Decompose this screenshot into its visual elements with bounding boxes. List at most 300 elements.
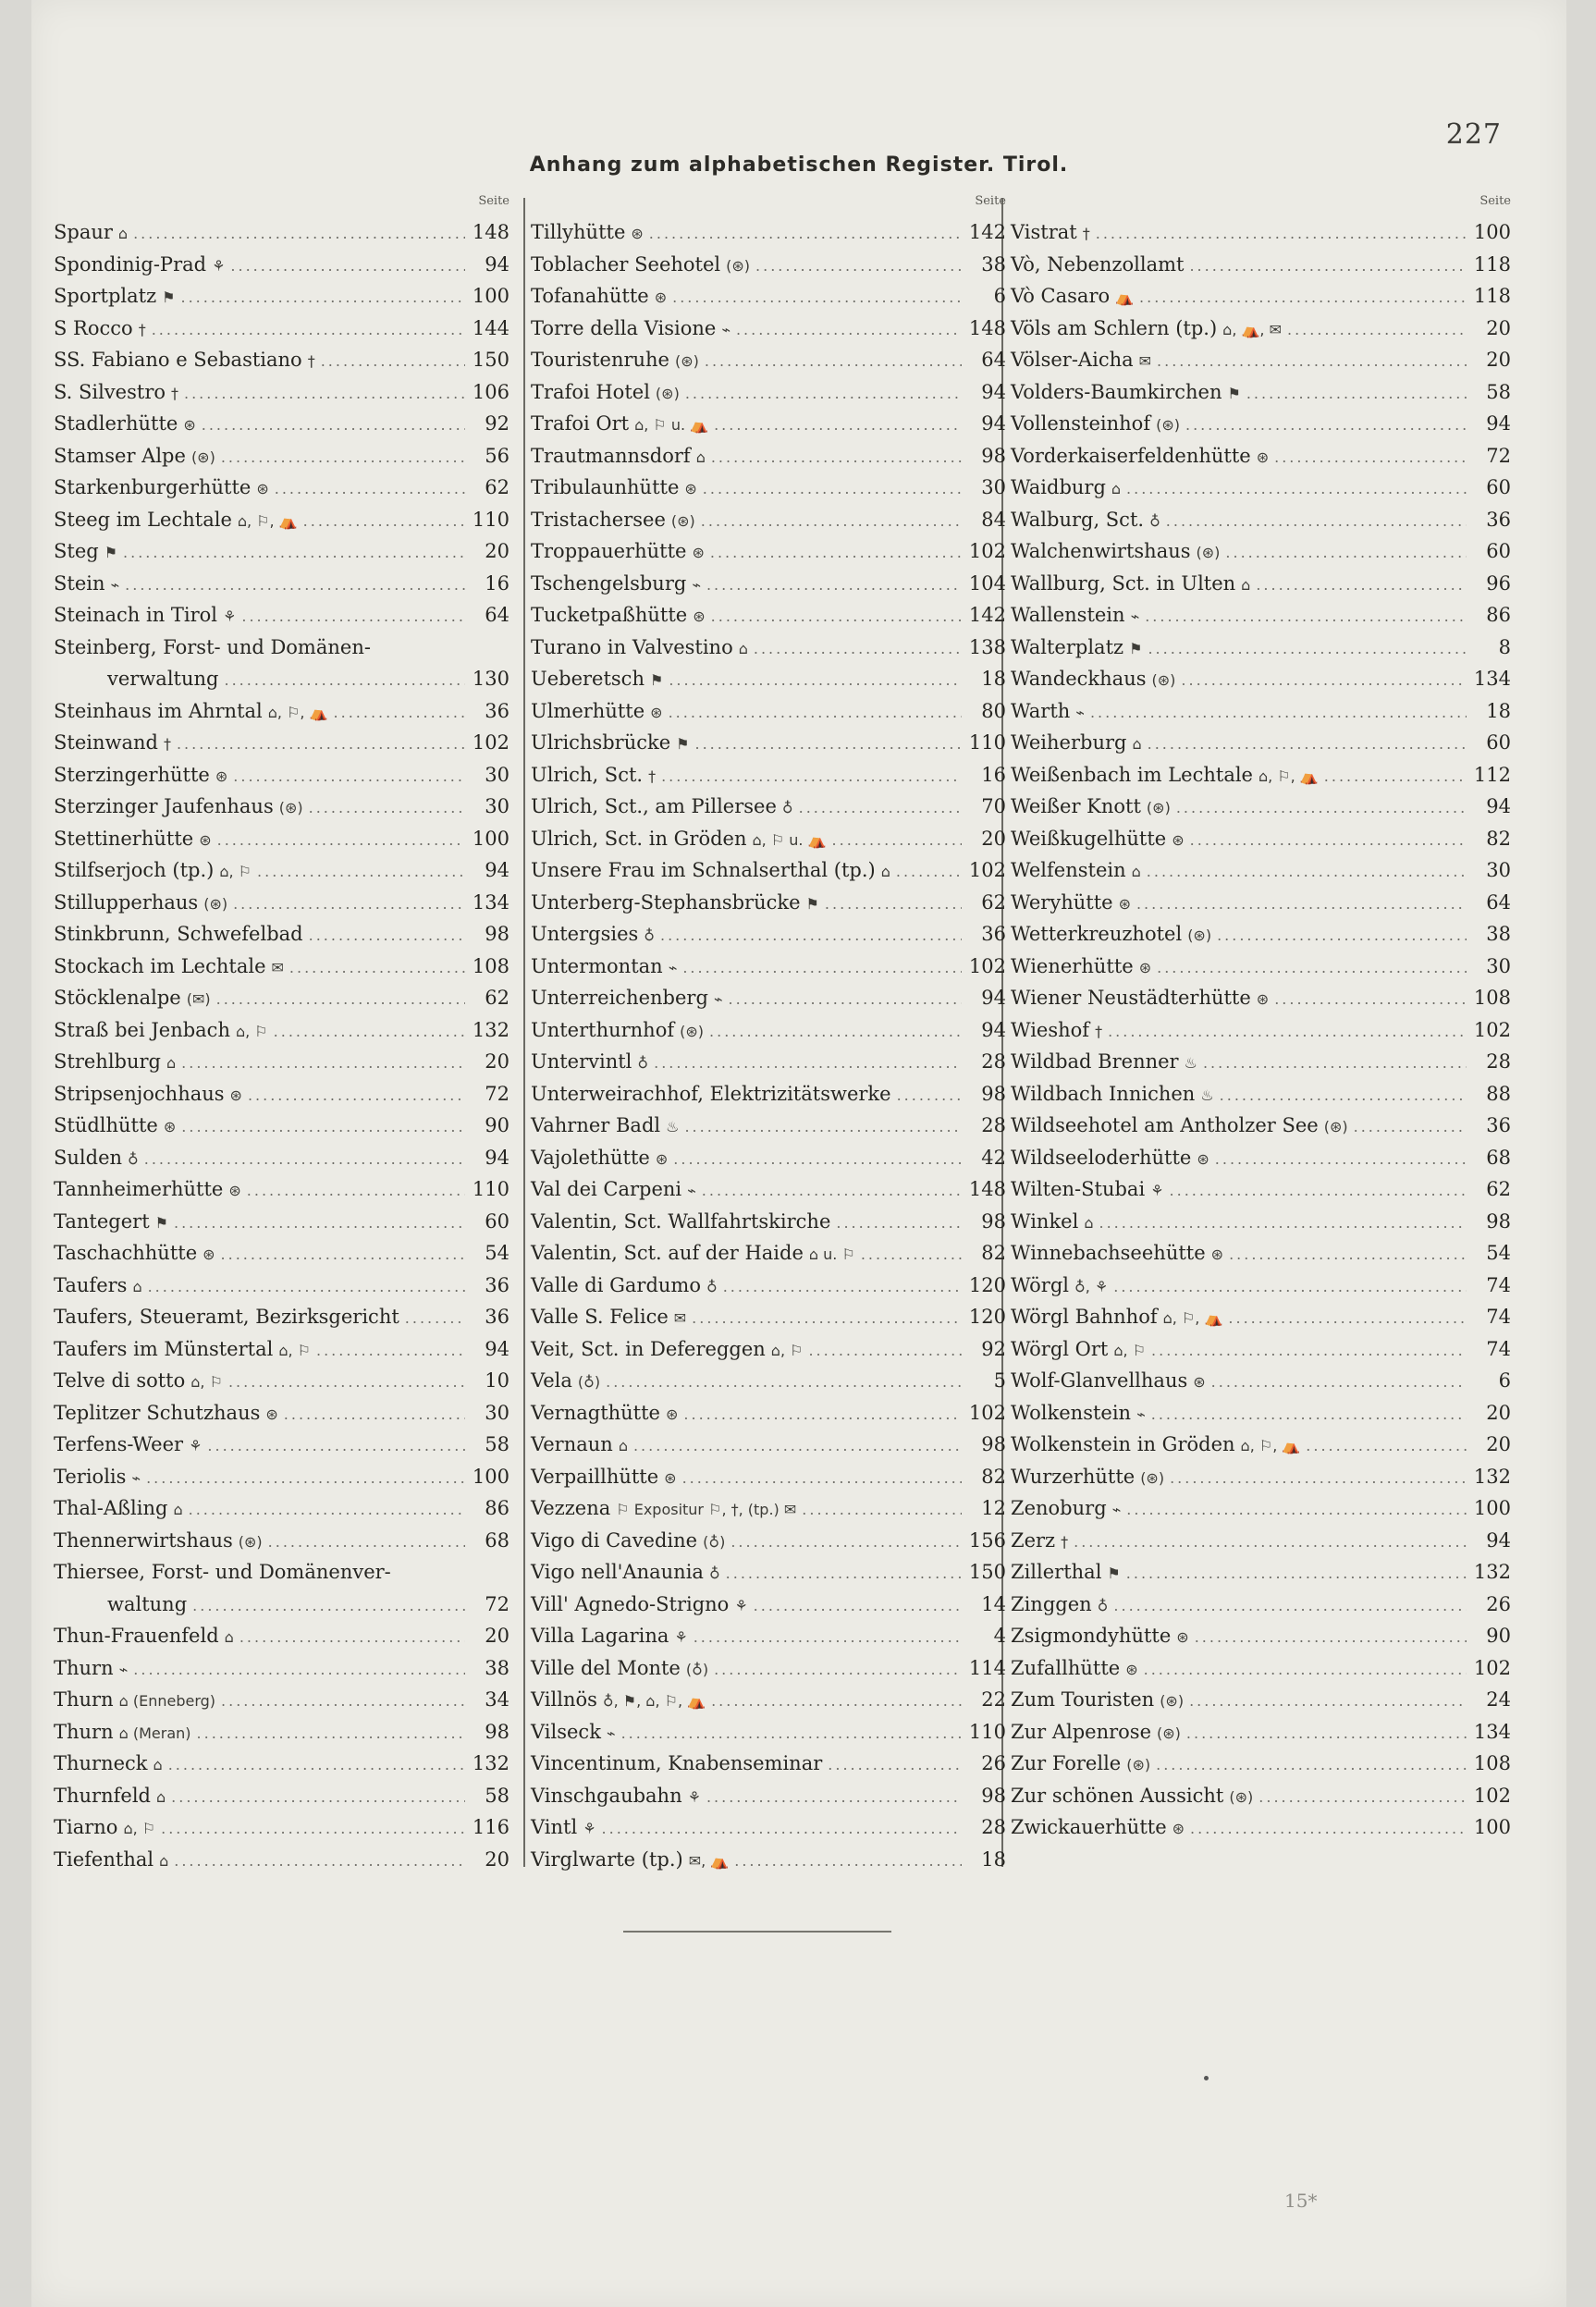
entry-name: Vernaun [531, 1433, 613, 1455]
entry-page-number: 20 [1486, 1433, 1511, 1455]
entry-symbol-icon: ✉ [1138, 352, 1152, 370]
entry-page-number: 144 [472, 316, 509, 339]
index-entry [54, 472, 513, 504]
entry-page-number: 82 [1486, 827, 1511, 850]
leader-dots [1225, 537, 1467, 570]
entry-page-number: 134 [1473, 668, 1511, 690]
entry-symbol-icon: (⊛) [1156, 416, 1180, 434]
leader-dots [123, 537, 465, 570]
entry-symbol-icon: ⌂, ⚐ u. ⛺ [634, 416, 709, 434]
entry-symbol-icon: ⊛ [265, 1405, 278, 1423]
leader-dots [133, 218, 465, 251]
printer-signature: 15* [1284, 2190, 1318, 2212]
index-entry [54, 1461, 513, 1493]
entry-symbol-icon: ⊛ [666, 1405, 679, 1423]
column-header: Seite [1479, 194, 1511, 208]
entry-page-number: 30 [485, 795, 509, 817]
entry-name: Thal-Aßling [54, 1497, 168, 1519]
entry-page-number: 104 [968, 571, 1006, 595]
leader-dots [799, 792, 962, 825]
entry-name: Sterzingerhütte [54, 763, 210, 786]
entry-name: Zinggen [1011, 1592, 1092, 1615]
index-entry [531, 1078, 1010, 1111]
entry-symbol-icon: ⚘ [223, 607, 237, 625]
entry-name: Stilfserjoch (tp.) [54, 859, 215, 881]
entry-name: Steinwand [54, 731, 158, 754]
entry-name: Waidburg [1011, 476, 1106, 498]
entry-name: Tucketpaßhütte [531, 604, 688, 626]
index-entry [1011, 440, 1515, 472]
entry-symbol-icon: ⌁ [721, 320, 730, 338]
entry-name: Weißer Knott [1011, 795, 1141, 817]
leader-dots [808, 1335, 962, 1368]
entry-page-number: 138 [968, 635, 1006, 658]
index-entry [531, 1780, 1010, 1812]
leader-dots [1113, 1590, 1467, 1623]
leader-dots [1126, 1494, 1467, 1527]
entry-name: Thiersee, Forst- und Domänenver- [54, 1561, 391, 1583]
entry-page-number: 20 [485, 540, 509, 562]
entry-name: Thurneck [54, 1752, 148, 1774]
entry-name: Wienerhütte [1011, 954, 1134, 977]
index-entry [531, 1429, 1010, 1461]
index-entry [54, 759, 513, 791]
entry-page-number: 94 [1486, 1528, 1511, 1552]
index-entry [531, 1556, 1010, 1589]
entry-symbol-icon: ⚘ [212, 256, 226, 275]
leader-dots [192, 1590, 465, 1623]
index-entry [1011, 472, 1515, 504]
index-entry [1011, 1461, 1515, 1493]
entry-page-number: 20 [485, 1847, 509, 1871]
entry-name: Stettinerhütte [54, 827, 194, 850]
index-entry [1011, 1078, 1515, 1111]
leader-dots [606, 1367, 962, 1399]
leader-dots [174, 1846, 465, 1878]
entry-symbol-icon: ⊛ [650, 703, 663, 721]
leader-dots [694, 1622, 962, 1654]
entry-page-number: 94 [981, 412, 1006, 435]
entry-page-number: 132 [1473, 1465, 1511, 1488]
entry-name: Thun-Frauenfeld [54, 1625, 219, 1647]
entry-symbol-icon: † [171, 384, 178, 402]
entry-name: Vela [531, 1369, 572, 1392]
index-entry [1011, 504, 1515, 536]
leader-dots [181, 1111, 465, 1144]
index-entry [1011, 1556, 1515, 1589]
leader-dots [1228, 1303, 1467, 1335]
entry-page-number: 22 [981, 1688, 1006, 1711]
index-entry [531, 1142, 1010, 1174]
index-entry [1011, 1620, 1515, 1652]
entry-page-number: 26 [1486, 1592, 1511, 1615]
index-entry [531, 376, 1010, 409]
entry-page-number: 54 [1486, 1242, 1511, 1264]
leader-dots [274, 1016, 465, 1049]
index-entry [1011, 408, 1515, 440]
index-entry [531, 823, 1010, 855]
index-entry [54, 791, 513, 823]
index-entry [531, 982, 1010, 1014]
leader-dots [602, 1813, 962, 1846]
index-entry [1011, 632, 1515, 664]
entry-page-number: 74 [1486, 1273, 1511, 1296]
entry-name: Zillerthal [1011, 1561, 1102, 1583]
entry-name: Ulrichsbrücke [531, 731, 671, 754]
entry-name: Weiherburg [1011, 731, 1127, 754]
index-entry [531, 599, 1010, 632]
index-entry [1011, 568, 1515, 600]
entry-symbol-icon: ⊛ [183, 416, 196, 434]
leader-dots [711, 442, 962, 474]
index-entry [1011, 280, 1515, 313]
entry-name: Stamser Alpe [54, 444, 186, 467]
entry-name: Winnebachseehütte [1011, 1242, 1206, 1264]
entry-name: Vistrat [1011, 221, 1077, 243]
index-entry [54, 1716, 513, 1749]
leader-dots [685, 378, 962, 411]
entry-symbol-icon: ♁ [1097, 1596, 1109, 1614]
entry-name: Torre della Visione [531, 316, 717, 339]
entry-name: Weißkugelhütte [1011, 827, 1167, 850]
entry-name: Stillupperhaus [54, 890, 199, 914]
index-entry [54, 1173, 513, 1206]
entry-page-number: 38 [981, 252, 1006, 276]
index-entry [54, 1078, 513, 1111]
entry-page-number: 94 [485, 252, 509, 276]
entry-name: Wolkenstein in Gröden [1011, 1433, 1235, 1455]
entry-page-number: 108 [472, 954, 509, 977]
entry-symbol-icon: ⊛ [215, 767, 228, 785]
entry-page-number: 38 [485, 1656, 509, 1679]
entry-name: Vajolethütte [531, 1146, 650, 1169]
leader-dots [1274, 984, 1467, 1016]
entry-name: Wolkenstein [1011, 1401, 1132, 1424]
column-header: Seite [478, 194, 509, 208]
entry-symbol-icon: ⌂, ⚐ [770, 1341, 804, 1359]
entry-page-number: 134 [1473, 1720, 1511, 1743]
index-entry [54, 1844, 513, 1876]
entry-name: Telve di sotto [54, 1369, 186, 1392]
index-entry [1011, 1525, 1515, 1557]
entry-symbol-icon: ⌂, ⚐, ⛺ [237, 511, 298, 530]
entry-page-number: 16 [981, 763, 1006, 786]
leader-dots [152, 314, 465, 347]
entry-symbol-icon: ⌂, ⚐ u. ⛺ [752, 830, 827, 849]
entry-name: Villa Lagarina [531, 1625, 669, 1647]
leader-dots [197, 1718, 465, 1750]
entry-page-number: 94 [981, 1018, 1006, 1041]
leader-dots [309, 792, 465, 825]
entry-page-number: 6 [1498, 1369, 1511, 1392]
entry-page-number: 88 [1486, 1082, 1511, 1105]
entry-symbol-icon: ♁, ⚑, ⌂, ⚐, ⛺ [602, 1692, 706, 1710]
entry-symbol-icon: ⌁ [1111, 1501, 1122, 1518]
leader-dots [334, 697, 465, 730]
index-entry [54, 1142, 513, 1174]
leader-dots [1195, 1622, 1467, 1654]
entry-name: Tannheimerhütte [54, 1178, 224, 1200]
entry-symbol-icon: (⊛) [1160, 1692, 1185, 1710]
index-entry [54, 408, 513, 440]
leader-dots [289, 952, 465, 985]
leader-dots [802, 1494, 962, 1527]
entry-page-number: 150 [968, 1561, 1006, 1583]
index-entry [1011, 1301, 1515, 1333]
entry-page-number: 36 [485, 1306, 509, 1328]
leader-dots [1147, 856, 1467, 889]
entry-page-number: 110 [472, 1178, 509, 1200]
entry-name: Unsere Frau im Schnalserthal (tp.) [531, 859, 876, 881]
entry-page-number: 58 [1486, 380, 1511, 403]
index-entry [1011, 1652, 1515, 1685]
index-entry [54, 887, 513, 919]
entry-name: Vinschgaubahn [531, 1784, 682, 1807]
bottom-rule [623, 1931, 891, 1933]
leader-dots [1190, 825, 1467, 857]
entry-symbol-icon: ⌂ [153, 1756, 163, 1773]
index-entry [1011, 823, 1515, 855]
entry-page-number: 62 [485, 987, 509, 1009]
entry-name: Vilseck [531, 1720, 601, 1743]
entry-page-number: 38 [1486, 923, 1511, 945]
entry-symbol-icon: ⛺ [1115, 288, 1135, 306]
entry-page-number: 98 [981, 1433, 1006, 1455]
entry-name: Zur Alpenrose [1011, 1720, 1151, 1743]
leader-dots [1256, 570, 1467, 602]
entry-page-number: 20 [485, 1050, 509, 1073]
leader-dots [1246, 378, 1467, 411]
leader-dots [268, 1527, 465, 1559]
entry-page-number: 58 [485, 1784, 509, 1807]
entry-page-number: 82 [981, 1242, 1006, 1264]
entry-symbol-icon: ⌂ [132, 1277, 142, 1295]
index-entry [1011, 918, 1515, 951]
entry-name: verwaltung [107, 668, 219, 690]
index-entry [54, 1014, 513, 1047]
index-entry [531, 791, 1010, 823]
entry-symbol-icon: ⚑ [649, 671, 664, 689]
entry-name: Völser-Aicha [1011, 349, 1134, 371]
entry-symbol-icon: ⊛ [693, 607, 706, 625]
entry-name: Wildbach Innichen [1011, 1082, 1196, 1105]
entry-symbol-icon: ⌁ [131, 1468, 141, 1487]
entry-symbol-icon: ⌁ [1130, 607, 1140, 625]
entry-symbol-icon: ♨ [666, 1118, 680, 1135]
index-column-2 [531, 192, 1010, 1875]
leader-dots [1096, 218, 1467, 251]
leader-dots [654, 1048, 962, 1080]
entry-name: S Rocco [54, 316, 133, 339]
entry-symbol-icon: ✉ [271, 958, 284, 976]
index-entry [54, 1556, 513, 1589]
entry-page-number: 30 [1486, 859, 1511, 881]
entry-name: Wolf-Glanvellhaus [1011, 1369, 1188, 1392]
entry-page-number: 20 [1486, 1401, 1511, 1424]
entry-name: Valle S. Felice [531, 1306, 669, 1328]
entry-symbol-icon: ⌁ [118, 1660, 129, 1678]
entry-name: Stripsenjochhaus [54, 1082, 225, 1105]
entry-page-number: 64 [1486, 890, 1511, 914]
leader-dots [181, 1048, 465, 1080]
entry-page-number: 134 [472, 890, 509, 914]
leader-dots [1166, 506, 1467, 538]
entry-name: Walchenwirtshaus [1011, 540, 1191, 562]
ink-speck [1204, 2076, 1209, 2080]
leader-dots [660, 920, 962, 952]
index-entry [54, 951, 513, 983]
entry-page-number: 120 [968, 1306, 1006, 1328]
index-entry [531, 1589, 1010, 1621]
leader-dots [705, 346, 962, 378]
leader-dots [669, 697, 962, 730]
index-entry [531, 408, 1010, 440]
index-entry [531, 280, 1010, 313]
entry-name: waltung [107, 1592, 188, 1615]
entry-page-number: 94 [1486, 795, 1511, 817]
entry-page-number: 6 [993, 285, 1006, 307]
entry-name: Steinhaus im Ahrntal [54, 699, 263, 722]
entry-symbol-icon: (⊛) [203, 894, 228, 913]
register-page [31, 0, 1566, 2307]
entry-page-number: 86 [1486, 604, 1511, 626]
entry-page-number: 62 [485, 476, 509, 498]
entry-name: Zur Forelle [1011, 1752, 1122, 1774]
index-entry [1011, 1173, 1515, 1206]
leader-dots [1274, 442, 1467, 474]
entry-page-number: 20 [485, 1625, 509, 1647]
entry-page-number: 100 [1473, 1497, 1511, 1519]
index-entry [531, 759, 1010, 791]
index-entry [54, 1333, 513, 1366]
entry-symbol-icon: ⌂, ⚐ [278, 1341, 311, 1359]
leader-dots [247, 1175, 465, 1208]
index-entry [54, 854, 513, 887]
entry-page-number: 102 [968, 540, 1006, 562]
entry-symbol-icon: ⊛ [1138, 958, 1152, 976]
entry-page-number: 30 [1486, 954, 1511, 977]
entry-symbol-icon: ⌁ [1136, 1405, 1146, 1423]
entry-page-number: 18 [981, 668, 1006, 690]
entry-page-number: 94 [981, 380, 1006, 403]
entry-symbol-icon: ⊛ [1210, 1246, 1224, 1263]
entry-page-number: 148 [968, 1178, 1006, 1200]
index-entry [54, 1492, 513, 1525]
index-entry [1011, 1748, 1515, 1780]
entry-symbol-icon: ⊛ [163, 1118, 177, 1135]
entry-name: Stöcklenalpe [54, 987, 181, 1009]
index-entry [54, 599, 513, 632]
entry-page-number: 132 [472, 1018, 509, 1041]
leader-dots [682, 952, 962, 985]
entry-symbol-icon: ⊛ [1125, 1660, 1138, 1678]
leader-dots [683, 1399, 962, 1431]
entry-page-number: 98 [981, 444, 1006, 467]
leader-dots [224, 665, 465, 697]
entry-name: Stinkbrunn, Schwefelbad [54, 923, 303, 945]
index-entry [1011, 599, 1515, 632]
index-entry [54, 249, 513, 281]
entry-name: Wörgl [1011, 1273, 1069, 1296]
entry-name: Teplitzer Schutzhaus [54, 1401, 261, 1424]
index-entry [1011, 759, 1515, 791]
entry-name: Thurn [54, 1656, 114, 1679]
entry-symbol-icon: ♨ [1184, 1054, 1197, 1072]
entry-name: Thurnfeld [54, 1784, 151, 1807]
index-entry [54, 695, 513, 728]
leader-dots [1189, 1686, 1467, 1718]
entry-symbol-icon: ⌂ [738, 639, 748, 657]
index-entry [531, 472, 1010, 504]
entry-name: Vò Casaro [1011, 285, 1111, 307]
index-entry [1011, 951, 1515, 983]
leader-dots [316, 1335, 465, 1368]
leader-dots [148, 1271, 465, 1304]
leader-dots [896, 856, 962, 889]
entry-symbol-icon: † [648, 767, 657, 785]
entry-name: Zsigmondyhütte [1011, 1625, 1172, 1647]
leader-dots [217, 825, 465, 857]
index-entry [54, 1620, 513, 1652]
entry-page-number: 82 [981, 1465, 1006, 1488]
leader-dots [825, 889, 962, 921]
index-entry [1011, 376, 1515, 409]
index-entry [531, 1014, 1010, 1047]
leader-dots [1306, 1430, 1467, 1463]
index-entry [531, 1333, 1010, 1366]
leader-dots [125, 570, 465, 602]
index-column-1 [54, 192, 513, 1875]
index-entry [531, 1844, 1010, 1876]
entry-page-number: 28 [981, 1050, 1006, 1073]
entry-symbol-icon: ⌂ [155, 1787, 166, 1806]
index-entry [54, 1429, 513, 1461]
entry-symbol-icon: (⊛) [1323, 1118, 1348, 1135]
index-entry [1011, 1429, 1515, 1461]
index-column-3 [1011, 192, 1515, 1844]
entry-name: Unterberg-Stephansbrücke [531, 890, 801, 914]
entry-page-number: 100 [472, 285, 509, 307]
entry-symbol-icon: ⌂, ⚐, ⛺ [1240, 1437, 1301, 1454]
leader-dots [1151, 1335, 1467, 1368]
index-entry [1011, 1365, 1515, 1397]
leader-dots [1258, 1782, 1467, 1814]
entry-symbol-icon: (⊛) [655, 384, 680, 402]
entry-name: Wallburg, Sct. in Ulten [1011, 571, 1236, 595]
entry-name: Wieshof [1011, 1018, 1090, 1041]
index-entry [1011, 727, 1515, 759]
leader-dots [321, 346, 465, 378]
leader-dots [228, 1367, 465, 1399]
entry-name: Taufers, Steueramt, Bezirksgericht [54, 1306, 399, 1328]
index-entry [531, 1652, 1010, 1685]
entry-name: Steg [54, 540, 99, 562]
leader-dots [1148, 729, 1467, 761]
leader-dots [233, 761, 465, 793]
entry-page-number: 110 [968, 1720, 1006, 1743]
index-entry [54, 1237, 513, 1270]
index-entry [531, 1237, 1010, 1270]
entry-name: Straß bei Jenbach [54, 1018, 230, 1041]
leader-dots [1144, 1654, 1467, 1687]
leader-dots [230, 251, 465, 283]
entry-symbol-icon: ♁ [637, 1054, 649, 1072]
entry-name: Vernagthütte [531, 1401, 660, 1424]
index-entry [531, 663, 1010, 695]
entry-symbol-icon: ⌂, ⚐ [1113, 1341, 1147, 1359]
entry-page-number: 118 [1473, 252, 1511, 276]
entry-page-number: 24 [1486, 1688, 1511, 1711]
